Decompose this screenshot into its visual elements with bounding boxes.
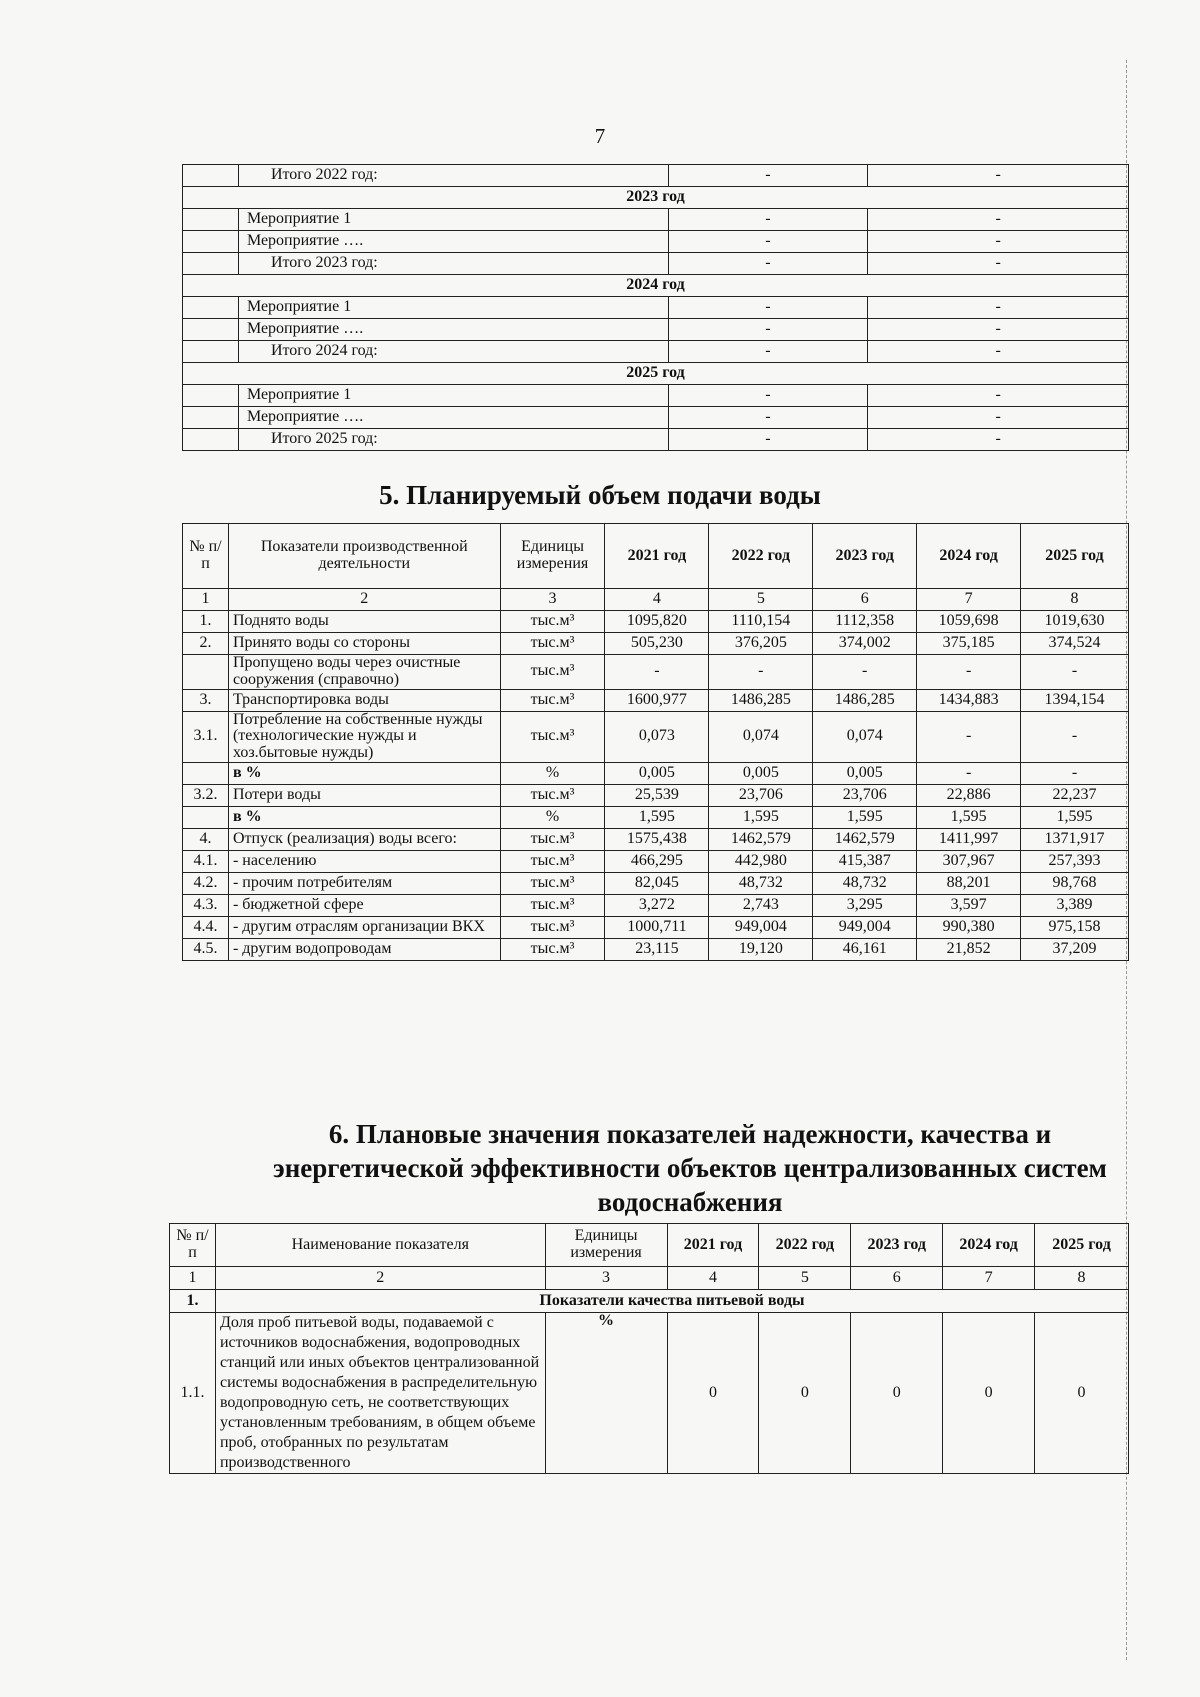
measure-row (183, 319, 1129, 341)
header-cell: 2024 год (943, 1224, 1035, 1267)
indicators-header-row (170, 1224, 1129, 1267)
value-cell: 3,597 (917, 894, 1021, 916)
measure-value-2: - (868, 231, 1129, 253)
row-number: 1. (183, 611, 229, 633)
indicator-unit: % (545, 1313, 667, 1474)
section-6-title-line-1: 6. Плановые значения показателей надежности, качества и (328, 1119, 1052, 1149)
measure-row (183, 165, 1129, 187)
column-number: 8 (1021, 589, 1129, 611)
unit-cell: тыс.м³ (500, 611, 605, 633)
group-number: 1. (170, 1290, 216, 1313)
measure-label: Мероприятие …. (238, 231, 668, 253)
value-cell: 46,161 (813, 938, 917, 960)
unit-cell: тыс.м³ (500, 850, 605, 872)
value-cell: 1000,711 (605, 916, 709, 938)
measure-value-1: - (668, 231, 868, 253)
measure-row (183, 231, 1129, 253)
measure-label: Мероприятие …. (238, 319, 668, 341)
value-cell: 1486,285 (709, 689, 813, 711)
indicator-name: Пропущено воды через очистные сооружения (справочно) (228, 655, 500, 690)
indicator-name: в % (228, 762, 500, 784)
unit-cell: тыс.м³ (500, 938, 605, 960)
value-cell: 1019,630 (1021, 611, 1129, 633)
value-cell: 1462,579 (813, 828, 917, 850)
header-cell: Единицы измерения (500, 524, 605, 589)
value-cell: 0,005 (605, 762, 709, 784)
column-number: 7 (943, 1267, 1035, 1290)
value-cell: 1394,154 (1021, 689, 1129, 711)
measure-value-2: - (868, 319, 1129, 341)
measure-value-2: - (868, 341, 1129, 363)
header-cell: 2022 год (759, 1224, 851, 1267)
indicator-name: в % (228, 806, 500, 828)
data-row (183, 633, 1129, 655)
unit-cell: тыс.м³ (500, 828, 605, 850)
unit-cell: тыс.м³ (500, 655, 605, 690)
value-cell: 1,595 (917, 806, 1021, 828)
column-number: 4 (667, 1267, 759, 1290)
indicators-group-row (170, 1290, 1129, 1313)
year-label: 2023 год (183, 187, 1129, 209)
unit-cell: % (500, 806, 605, 828)
header-cell: 2021 год (667, 1224, 759, 1267)
indicator-name: - другим водопроводам (228, 938, 500, 960)
indicator-name: Потребление на собственные нужды (технологические нужды и хоз.бытовые нужды) (228, 711, 500, 762)
column-number: 5 (709, 589, 813, 611)
indicator-number: 1.1. (170, 1313, 216, 1474)
value-cell: - (917, 762, 1021, 784)
value-cell: - (813, 655, 917, 690)
water-supply-header-row (183, 524, 1129, 589)
row-number-cell (183, 209, 239, 231)
value-cell: 1371,917 (1021, 828, 1129, 850)
indicator-row (170, 1313, 1129, 1474)
row-number: 4. (183, 828, 229, 850)
value-cell: 3,295 (813, 894, 917, 916)
header-cell: Наименование показателя (215, 1224, 545, 1267)
row-number: 4.5. (183, 938, 229, 960)
value-cell: 3,389 (1021, 894, 1129, 916)
row-number: 4.4. (183, 916, 229, 938)
unit-cell: тыс.м³ (500, 872, 605, 894)
indicator-value-2024: 0 (943, 1313, 1035, 1474)
value-cell: - (605, 655, 709, 690)
unit-cell: % (500, 762, 605, 784)
indicator-value-2022: 0 (759, 1313, 851, 1474)
row-number-cell (183, 297, 239, 319)
header-cell: 2022 год (709, 524, 813, 589)
measure-row (183, 341, 1129, 363)
water-supply-table (182, 523, 1129, 961)
value-cell: 1110,154 (709, 611, 813, 633)
indicator-name: - другим отраслям организации ВКХ (228, 916, 500, 938)
value-cell: 990,380 (917, 916, 1021, 938)
year-row (183, 187, 1129, 209)
unit-cell: тыс.м³ (500, 916, 605, 938)
value-cell: 48,732 (813, 872, 917, 894)
header-cell: 2023 год (813, 524, 917, 589)
year-row (183, 363, 1129, 385)
measure-value-2: - (868, 429, 1129, 451)
value-cell: 376,205 (709, 633, 813, 655)
measure-row (183, 297, 1129, 319)
column-number: 1 (170, 1267, 216, 1290)
value-cell: 82,045 (605, 872, 709, 894)
data-row (183, 711, 1129, 762)
value-cell: 23,706 (709, 784, 813, 806)
indicator-name: - прочим потребителям (228, 872, 500, 894)
value-cell: 1112,358 (813, 611, 917, 633)
row-number: 3. (183, 689, 229, 711)
measure-row (183, 253, 1129, 275)
value-cell: 0,074 (813, 711, 917, 762)
value-cell: 22,886 (917, 784, 1021, 806)
value-cell: 257,393 (1021, 850, 1129, 872)
column-number: 6 (851, 1267, 943, 1290)
water-supply-table-body (183, 589, 1129, 961)
value-cell: 1411,997 (917, 828, 1021, 850)
section-6-title-line-3: водоснабжения (597, 1186, 783, 1217)
row-number (183, 655, 229, 690)
measure-value-2: - (868, 165, 1129, 187)
measure-label: Мероприятие 1 (238, 209, 668, 231)
page-number: 7 (594, 124, 606, 148)
column-number: 8 (1035, 1267, 1129, 1290)
unit-cell: тыс.м³ (500, 633, 605, 655)
unit-cell: тыс.м³ (500, 711, 605, 762)
column-number: 5 (759, 1267, 851, 1290)
indicator-name: Транспортировка воды (228, 689, 500, 711)
value-cell: - (1021, 711, 1129, 762)
data-row (183, 689, 1129, 711)
value-cell: 1,595 (1021, 806, 1129, 828)
measure-value-1: - (668, 407, 868, 429)
row-number-cell (183, 253, 239, 275)
measure-row (183, 429, 1129, 451)
measure-value-1: - (668, 253, 868, 275)
indicators-table (169, 1223, 1129, 1474)
value-cell: 37,209 (1021, 938, 1129, 960)
column-number: 1 (183, 589, 229, 611)
indicators-column-numbers (170, 1267, 1129, 1290)
indicator-name: Принято воды со стороны (228, 633, 500, 655)
row-number: 3.1. (183, 711, 229, 762)
row-number-cell (183, 407, 239, 429)
indicator-name: Отпуск (реализация) воды всего: (228, 828, 500, 850)
measure-value-1: - (668, 429, 868, 451)
value-cell: 374,524 (1021, 633, 1129, 655)
section-6-title (250, 1118, 1130, 1219)
value-cell: 48,732 (709, 872, 813, 894)
column-number: 6 (813, 589, 917, 611)
measure-value-2: - (868, 385, 1129, 407)
section-5-title: 5. Планируемый объем подачи воды (379, 480, 821, 510)
measure-row (183, 407, 1129, 429)
row-number (183, 762, 229, 784)
value-cell: 25,539 (605, 784, 709, 806)
data-row (183, 850, 1129, 872)
header-cell: № п/п (183, 524, 229, 589)
value-cell: 88,201 (917, 872, 1021, 894)
measures-table-body (183, 165, 1129, 451)
value-cell: - (1021, 762, 1129, 784)
unit-cell: тыс.м³ (500, 894, 605, 916)
value-cell: 415,387 (813, 850, 917, 872)
value-cell: 307,967 (917, 850, 1021, 872)
value-cell: 21,852 (917, 938, 1021, 960)
data-row (183, 894, 1129, 916)
data-row (183, 655, 1129, 690)
measure-value-1: - (668, 319, 868, 341)
measure-label: Мероприятие …. (238, 407, 668, 429)
measure-value-1: - (668, 385, 868, 407)
measure-value-1: - (668, 209, 868, 231)
header-cell: 2021 год (605, 524, 709, 589)
total-label: Итого 2025 год: (238, 429, 668, 451)
measure-value-2: - (868, 209, 1129, 231)
measure-row (183, 385, 1129, 407)
row-number: 4.2. (183, 872, 229, 894)
indicator-label: Доля проб питьевой воды, подаваемой с источников водоснабжения, водопроводных станций или иных объектов централизованной системы водоснабжения в распределительную водопроводную сеть, не соответствующих установленным требованиям, в общем объеме проб, отобранных по результатам производственного (215, 1313, 545, 1474)
data-row (183, 784, 1129, 806)
value-cell: 0,005 (709, 762, 813, 784)
measure-row (183, 209, 1129, 231)
indicator-name: - бюджетной сфере (228, 894, 500, 916)
section-6-title-line-2: энергетической эффективности объектов централизованных систем (273, 1152, 1107, 1183)
value-cell: 1434,883 (917, 689, 1021, 711)
value-cell: - (917, 711, 1021, 762)
row-number-cell (183, 341, 239, 363)
header-cell: № п/п (170, 1224, 216, 1267)
indicator-value-2021: 0 (667, 1313, 759, 1474)
value-cell: 505,230 (605, 633, 709, 655)
value-cell: 375,185 (917, 633, 1021, 655)
value-cell: 19,120 (709, 938, 813, 960)
column-number: 3 (545, 1267, 667, 1290)
value-cell: 23,115 (605, 938, 709, 960)
measure-value-2: - (868, 297, 1129, 319)
column-number: 7 (917, 589, 1021, 611)
value-cell: 1486,285 (813, 689, 917, 711)
value-cell: 374,002 (813, 633, 917, 655)
value-cell: 1059,698 (917, 611, 1021, 633)
measure-value-1: - (668, 341, 868, 363)
group-label: Показатели качества питьевой воды (215, 1290, 1128, 1313)
column-number: 2 (215, 1267, 545, 1290)
header-cell: 2025 год (1021, 524, 1129, 589)
row-number (183, 806, 229, 828)
data-row (183, 938, 1129, 960)
value-cell: 466,295 (605, 850, 709, 872)
unit-cell: тыс.м³ (500, 689, 605, 711)
value-cell: 1,595 (709, 806, 813, 828)
total-label: Итого 2023 год: (238, 253, 668, 275)
value-cell: 1462,579 (709, 828, 813, 850)
value-cell: 2,743 (709, 894, 813, 916)
row-number-cell (183, 165, 239, 187)
indicator-name: Поднято воды (228, 611, 500, 633)
measures-table (182, 164, 1129, 451)
measure-label: Мероприятие 1 (238, 297, 668, 319)
value-cell: 1095,820 (605, 611, 709, 633)
value-cell: 0,074 (709, 711, 813, 762)
total-label: Итого 2022 год: (238, 165, 668, 187)
unit-cell: тыс.м³ (500, 784, 605, 806)
row-number-cell (183, 319, 239, 341)
year-row (183, 275, 1129, 297)
value-cell: 23,706 (813, 784, 917, 806)
indicator-name: Потери воды (228, 784, 500, 806)
column-numbers-row (183, 589, 1129, 611)
measure-label: Мероприятие 1 (238, 385, 668, 407)
column-number: 2 (228, 589, 500, 611)
value-cell: 1600,977 (605, 689, 709, 711)
data-row (183, 828, 1129, 850)
row-number-cell (183, 231, 239, 253)
row-number: 4.3. (183, 894, 229, 916)
value-cell: 949,004 (813, 916, 917, 938)
header-cell: 2023 год (851, 1224, 943, 1267)
data-row (183, 806, 1129, 828)
value-cell: 1,595 (813, 806, 917, 828)
indicator-value-2025: 0 (1035, 1313, 1129, 1474)
row-number-cell (183, 429, 239, 451)
header-cell: Показатели производственной деятельности (228, 524, 500, 589)
year-label: 2024 год (183, 275, 1129, 297)
row-number-cell (183, 385, 239, 407)
column-number: 3 (500, 589, 605, 611)
value-cell: 0,005 (813, 762, 917, 784)
indicator-value-2023: 0 (851, 1313, 943, 1474)
column-number: 4 (605, 589, 709, 611)
value-cell: - (709, 655, 813, 690)
measure-value-2: - (868, 407, 1129, 429)
row-number: 3.2. (183, 784, 229, 806)
value-cell: 22,237 (1021, 784, 1129, 806)
value-cell: 1575,438 (605, 828, 709, 850)
indicator-name: - населению (228, 850, 500, 872)
measure-value-1: - (668, 297, 868, 319)
header-cell: 2024 год (917, 524, 1021, 589)
data-row (183, 762, 1129, 784)
row-number: 4.1. (183, 850, 229, 872)
value-cell: 0,073 (605, 711, 709, 762)
measure-value-1: - (668, 165, 868, 187)
row-number: 2. (183, 633, 229, 655)
value-cell: - (1021, 655, 1129, 690)
value-cell: - (917, 655, 1021, 690)
value-cell: 949,004 (709, 916, 813, 938)
total-label: Итого 2024 год: (238, 341, 668, 363)
header-cell: 2025 год (1035, 1224, 1129, 1267)
value-cell: 442,980 (709, 850, 813, 872)
header-cell: Единицы измерения (545, 1224, 667, 1267)
data-row (183, 611, 1129, 633)
value-cell: 975,158 (1021, 916, 1129, 938)
data-row (183, 916, 1129, 938)
data-row (183, 872, 1129, 894)
year-label: 2025 год (183, 363, 1129, 385)
measure-value-2: - (868, 253, 1129, 275)
value-cell: 1,595 (605, 806, 709, 828)
value-cell: 98,768 (1021, 872, 1129, 894)
value-cell: 3,272 (605, 894, 709, 916)
